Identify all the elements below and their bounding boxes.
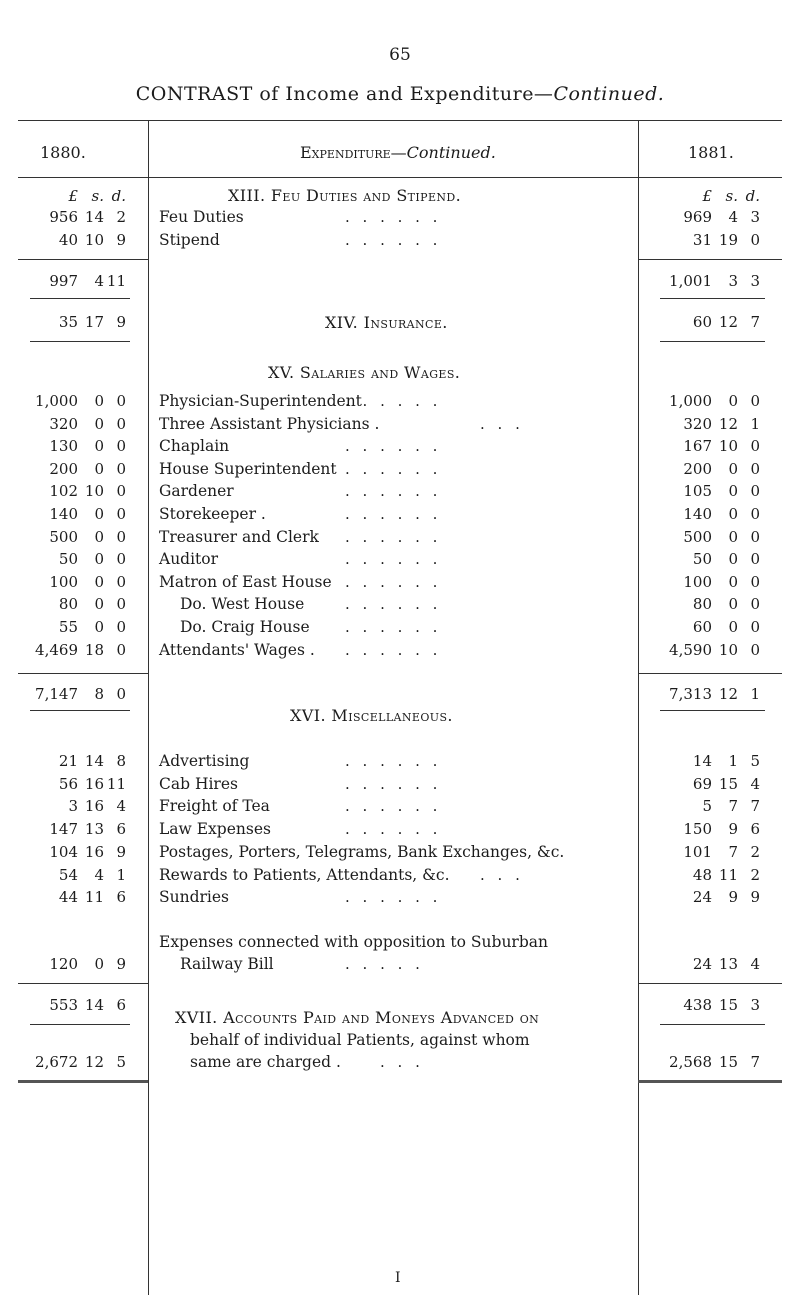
right-column-divider	[638, 120, 639, 1295]
xv-row-6-1880: 500 0 0	[49, 527, 126, 546]
xv-row-6-1881: 500 0 0	[683, 527, 760, 546]
xv-row-10-label: Do. Craig House	[180, 618, 310, 636]
xvi-row-6-1881: 24 9 9	[692, 888, 760, 907]
xvi-rule-1881	[638, 983, 782, 984]
units-1880: £ s. d.	[68, 187, 126, 205]
leader-dots: . . . . . .	[345, 618, 442, 636]
xiii-stipend-label: Stipend	[159, 231, 220, 249]
xv-row-3-1880: 200 0 0	[49, 459, 126, 478]
xv-row-9-1881: 80 0 0	[692, 595, 760, 614]
table-top-rule	[18, 120, 782, 121]
xvi-row-1-1881: 69 15 4	[692, 774, 760, 793]
xiii-stipend-1880: 40 10 9	[58, 231, 126, 249]
xvi-row-0-1881: 14 1 5	[692, 752, 760, 770]
xv-row-0-1881: 1,000 0 0	[669, 392, 760, 410]
xv-row-7-1880: 50 0 0	[58, 550, 126, 569]
bottom-double-rule-1880	[18, 1080, 148, 1083]
bottom-double-rule-1881	[638, 1080, 782, 1083]
leader-dots: . . . . . .	[345, 820, 442, 839]
xiii-total-1881: 1,001 3 3	[669, 272, 760, 290]
xiii-total-1880: 997 4 11	[49, 272, 126, 290]
leader-dots: . . . . . .	[345, 527, 442, 546]
xv-row-11-1881: 4,590 10 0	[669, 640, 760, 659]
xvi-row-1-1880: 56 16 11	[58, 774, 126, 793]
xiii-stipend-1881: 31 19 0	[692, 231, 760, 249]
units-1881: £ s. d.	[702, 187, 760, 205]
xv-row-0-label: Physician-Superintendent	[159, 392, 362, 410]
section-xiv-title: XIV. Insurance.	[325, 313, 448, 332]
leader-dots: . . . . . .	[345, 797, 442, 816]
xvi-row-3-1880: 147 13 6	[49, 820, 126, 839]
xiii-rule-1880	[18, 259, 148, 260]
xv-row-8-1881: 100 0 0	[683, 572, 760, 591]
leader-dots: . . . . . .	[345, 392, 442, 410]
xvi-row-0-label: Advertising	[159, 752, 250, 770]
section-xvi-title: XVI. Miscellaneous.	[290, 706, 453, 725]
xvi-row-4-label: Postages, Porters, Telegrams, Bank Exchanges, &c.	[159, 842, 565, 861]
leader-dots: . . . . . .	[345, 888, 442, 907]
xvi-total-1881: 438 15 3	[683, 996, 760, 1014]
leader-dots: . . . . . .	[345, 595, 442, 614]
xvi-total-rule-1881	[660, 1024, 765, 1025]
xv-row-1-1881: 320 12 1	[683, 414, 760, 433]
xiii-total-rule-1880	[30, 298, 130, 299]
xvi-suburban-label-line2: Railway Bill	[180, 955, 274, 973]
xvi-row-3-1881: 150 9 6	[683, 820, 760, 839]
header-bottom-rule	[18, 177, 782, 178]
xvi-rule-1880	[18, 983, 148, 984]
leader-dots: . . .	[480, 865, 524, 884]
leader-dots: . . . . . .	[345, 572, 442, 591]
xvi-row-6-1880: 44 11 6	[58, 888, 126, 907]
xiii-feu-1880: 956 14 2	[49, 208, 126, 226]
left-column-divider	[148, 120, 149, 1295]
xv-rule-1880	[18, 673, 148, 674]
xv-total-rule-1881	[660, 710, 765, 711]
leader-dots: . . .	[480, 414, 524, 433]
xv-row-0-1880: 1,000 0 0	[35, 392, 126, 410]
xv-row-1-1880: 320 0 0	[49, 414, 126, 433]
xv-row-8-1880: 100 0 0	[49, 572, 126, 591]
leader-dots: . . .	[380, 1053, 424, 1071]
leader-dots: . . . . . .	[345, 640, 442, 659]
section-xvii-title-line1: XVII. Accounts Paid and Moneys Advanced on	[175, 1008, 540, 1027]
xv-total-1880: 7,147 8 0	[35, 685, 126, 703]
xvi-suburban-label-line1: Expenses connected with opposition to Suburban	[159, 933, 548, 951]
xv-row-3-label: House Superintendent	[159, 459, 337, 478]
xv-row-4-1881: 105 0 0	[683, 482, 760, 501]
leader-dots: . . . . .	[345, 955, 424, 973]
xvii-1880: 2,672 12 5	[35, 1053, 126, 1071]
xv-total-1881: 7,313 12 1	[669, 685, 760, 703]
leader-dots: . . . . . .	[345, 482, 442, 501]
section-xv-title: XV. Salaries and Wages.	[268, 363, 461, 382]
leader-dots: . . . . . .	[345, 231, 442, 249]
xiii-rule-1881	[638, 259, 782, 260]
xv-row-11-1880: 4,469 18 0	[35, 640, 126, 659]
header-1880: 1880.	[40, 143, 86, 162]
page-title: CONTRAST of Income and Expenditure—Continued.	[135, 83, 665, 105]
leader-dots: . . . . . .	[345, 208, 442, 226]
xv-row-5-1881: 140 0 0	[683, 505, 760, 523]
xvi-row-5-label: Rewards to Patients, Attendants, &c.	[159, 865, 450, 884]
xv-row-9-1880: 80 0 0	[58, 595, 126, 614]
section-xiii-title: XIII. Feu Duties and Stipend.	[228, 186, 462, 205]
leader-dots: . . . . . .	[345, 437, 442, 456]
xvi-row-4-1881: 101 7 2	[683, 842, 760, 861]
xv-row-11-label: Attendants' Wages .	[159, 640, 315, 659]
xv-row-6-label: Treasurer and Clerk	[159, 527, 319, 546]
xvi-row-4-1880: 104 16 9	[49, 842, 126, 861]
leader-dots: . . . . . .	[345, 752, 442, 770]
header-1881: 1881.	[688, 143, 734, 162]
header-expenditure: Expenditure—Continued.	[300, 143, 496, 162]
xv-row-10-1880: 55 0 0	[58, 618, 126, 636]
xvi-row-2-label: Freight of Tea	[159, 797, 270, 816]
xv-row-5-1880: 140 0 0	[49, 505, 126, 523]
xiii-total-rule-1881	[660, 298, 765, 299]
xv-row-8-label: Matron of East House	[159, 572, 332, 591]
xv-row-4-1880: 102 10 0	[49, 482, 126, 501]
xv-row-9-label: Do. West House	[180, 595, 305, 614]
xv-row-2-label: Chaplain	[159, 437, 230, 456]
xvi-total-1880: 553 14 6	[49, 996, 126, 1014]
xv-row-2-1881: 167 10 0	[683, 437, 760, 456]
xv-row-2-1880: 130 0 0	[49, 437, 126, 456]
xiii-feu-1881: 969 4 3	[683, 208, 760, 226]
section-xvii-title-line2: behalf of individual Patients, against whom	[190, 1031, 530, 1049]
xiii-feu-label: Feu Duties	[159, 208, 244, 226]
xiv-1881: 60 12 7	[692, 313, 760, 331]
xiv-1880: 35 17 9	[58, 313, 126, 331]
xvi-suburban-1880: 120 0 9	[49, 955, 126, 973]
leader-dots: . . . . . .	[345, 459, 442, 478]
xv-row-10-1881: 60 0 0	[692, 618, 760, 636]
xvi-row-0-1880: 21 14 8	[58, 752, 126, 770]
xv-row-5-label: Storekeeper .	[159, 505, 266, 523]
xiv-rule-1881	[660, 341, 765, 342]
xv-total-rule-1880	[30, 710, 130, 711]
signature-mark: I	[395, 1270, 401, 1286]
leader-dots: . . . . . .	[345, 550, 442, 569]
xv-row-7-label: Auditor	[159, 550, 219, 569]
xv-row-7-1881: 50 0 0	[692, 550, 760, 569]
xv-row-3-1881: 200 0 0	[683, 459, 760, 478]
xvi-row-1-label: Cab Hires	[159, 774, 238, 793]
leader-dots: . . . . . .	[345, 774, 442, 793]
xvi-suburban-1881: 24 13 4	[692, 955, 760, 973]
xvi-total-rule-1880	[30, 1024, 130, 1025]
xv-row-4-label: Gardener	[159, 482, 234, 501]
xv-row-1-label: Three Assistant Physicians .	[159, 414, 380, 433]
xvi-row-5-1880: 54 4 1	[58, 865, 126, 884]
page-number: 65	[389, 45, 411, 65]
xvi-row-2-1880: 3 16 4	[68, 797, 126, 816]
section-xvii-title-line3: same are charged .	[190, 1053, 341, 1071]
xvi-row-2-1881: 5 7 7	[702, 797, 760, 816]
xvi-row-6-label: Sundries	[159, 888, 229, 907]
xvii-1881: 2,568 15 7	[669, 1053, 760, 1071]
xiv-rule-1880	[30, 341, 130, 342]
xvi-row-5-1881: 48 11 2	[692, 865, 760, 884]
xv-rule-1881	[638, 673, 782, 674]
xvi-row-3-label: Law Expenses	[159, 820, 271, 839]
leader-dots: . . . . . .	[345, 505, 442, 523]
